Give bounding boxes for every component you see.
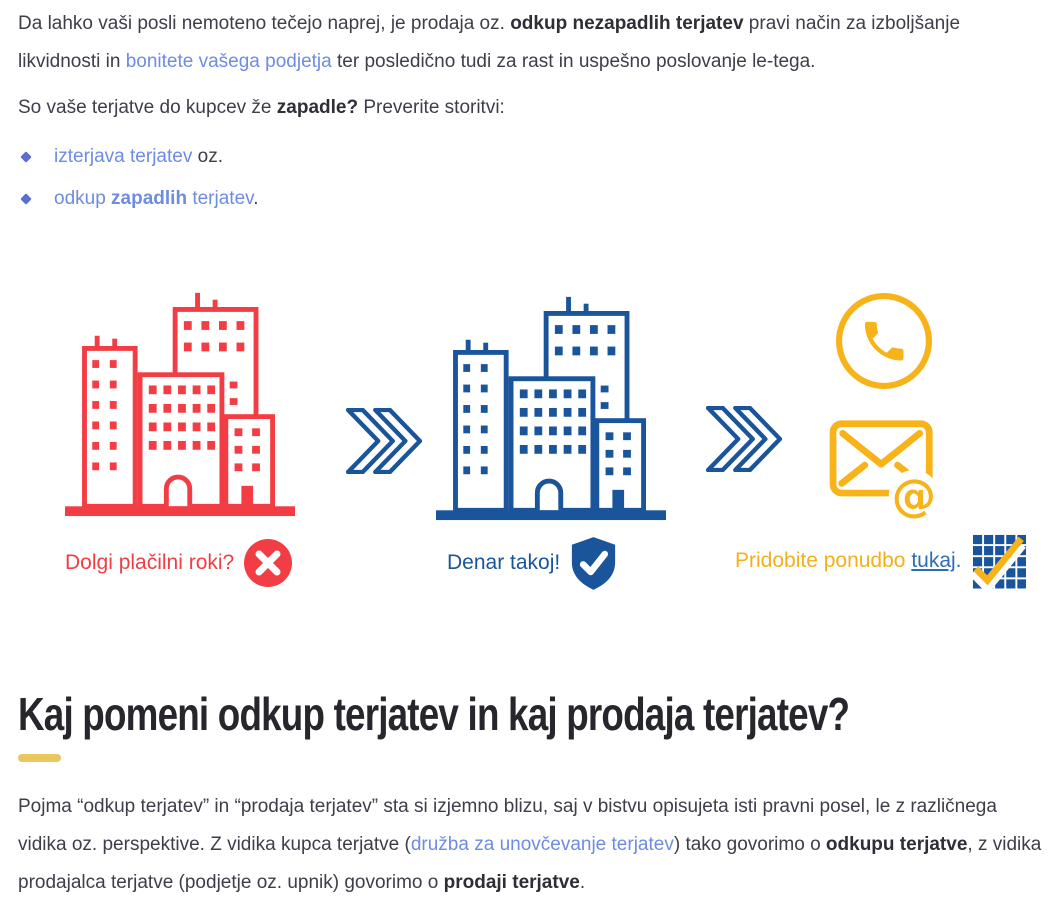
list-item-izterjava: [18, 138, 1043, 176]
svg-text:@: @: [891, 470, 936, 520]
bullet-diamond-icon: [20, 151, 31, 162]
caption-text: Pridobite ponudbo: [735, 549, 912, 572]
definition-text: ) tako govorimo o: [673, 834, 826, 855]
definition-paragraph: [18, 788, 1043, 902]
shield-check-icon: [570, 536, 617, 591]
caption-text: .: [955, 549, 962, 572]
list-item-text: oz.: [192, 146, 223, 167]
blue-buildings-icon: [436, 292, 666, 522]
x-circle-icon: [244, 539, 292, 587]
phone-circle-icon: [835, 292, 933, 390]
question-bold-zapadle: zapadle?: [276, 97, 359, 118]
double-chevron-right-icon: [706, 406, 782, 472]
question-text: Preverite storitvi:: [358, 97, 505, 118]
link-bonitete-podjetja[interactable]: bonitete vašega podjetja: [125, 51, 332, 72]
caption-long-payment-terms: [65, 538, 292, 588]
definition-text: Pojma “odkup terjatev” in “prodaja terjatev” sta si izjemno blizu, saj v bistvu opisujeta isti pravni posel, le z različnega vidika oz. perspektive. Z vidika kupca terjatve (: [18, 796, 997, 855]
definition-text: , z vidika prodajalca terjatve (podjetje oz. upnik) govorimo o: [18, 834, 1042, 893]
article-body: [0, 5, 1061, 902]
heading-accent-bar: [18, 754, 61, 762]
services-list: [18, 138, 1043, 218]
question-text: So vaše terjatve do kupcev že: [18, 97, 277, 118]
list-item-odkup-zapadlih: [18, 180, 1043, 218]
link-tukaj[interactable]: tukaj: [911, 549, 956, 572]
list-item-text: .: [253, 188, 259, 209]
definition-bold-prodaji: prodaji terjatve: [443, 872, 580, 893]
process-illustration: [18, 288, 1043, 594]
double-chevron-right-icon: [346, 408, 422, 474]
link-odkup-zapadlih-terjatev[interactable]: odkup zapadlih terjatev: [54, 188, 254, 209]
definition-text: .: [579, 872, 586, 893]
link-druzba-za-unovcevanje[interactable]: družba za unovčevanje terjatev: [410, 834, 674, 855]
bullet-diamond-icon: [20, 193, 31, 204]
caption-text: Dolgi plačilni roki?: [65, 551, 235, 574]
intro-text: Da lahko vaši posli nemoteno tečejo naprej, je prodaja oz.: [18, 13, 511, 34]
red-buildings-icon: [65, 288, 295, 518]
intro-text: ter posledično tudi za rast in uspešno poslovanje le-tega.: [331, 51, 816, 72]
caption-money-now: [447, 538, 617, 588]
intro-text: pravi način za izboljšanje likvidnosti in: [18, 13, 961, 72]
section-heading: Kaj pomeni odkup terjatev in kaj prodaja terjatev?: [18, 688, 850, 740]
definition-bold-odkupu: odkupu terjatve: [825, 834, 968, 855]
link-izterjava-terjatev[interactable]: izterjava terjatev: [54, 146, 193, 167]
caption-get-offer: [735, 536, 1026, 586]
intro-paragraph: [18, 5, 1043, 81]
caption-text: Denar takoj!: [447, 551, 561, 574]
chart-check-logo-icon: [972, 533, 1026, 589]
intro-bold-odkup-nezapadlih: odkup nezapadlih terjatev: [510, 13, 744, 34]
question-paragraph: [18, 89, 1043, 127]
email-at-icon: [828, 418, 942, 520]
